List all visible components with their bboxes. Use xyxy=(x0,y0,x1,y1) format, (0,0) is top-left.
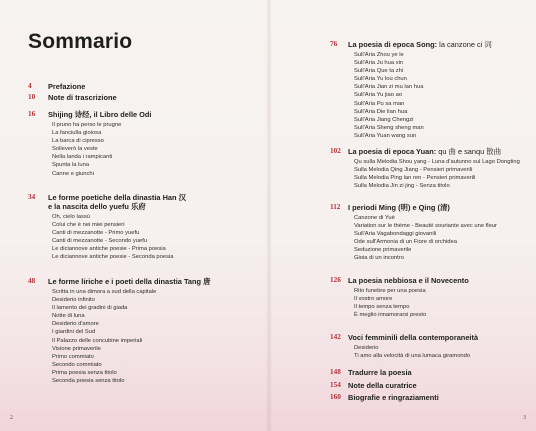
toc-page-number: 142 xyxy=(330,333,341,341)
toc-poem-item: Sulla Melodia Qing Jiang - Pensieri primaverili xyxy=(354,167,473,174)
toc-poem-item: Sull'Aria Sheng sheng man xyxy=(354,124,424,131)
toc-poem-list xyxy=(52,288,156,385)
toc-poem-item: Seconda poesia senza titolo xyxy=(52,378,125,385)
toc-poem-item: Canti di mezzanotte - Secondo yuefu xyxy=(52,238,148,245)
toc-poem-item: Ti amo alla velocità di una lumaca giramondo xyxy=(354,353,471,360)
toc-page-number: 160 xyxy=(330,393,341,401)
toc-chapter-title-text: La poesia di epoca Yuan: xyxy=(348,147,437,156)
toc-poem-item: Sulla Melodia Ping lan ren - Pensieri primaverili xyxy=(354,175,476,182)
toc-poem-item: Sulla Melodia Jin zi jing - Senza titolo xyxy=(354,183,450,190)
toc-chapter-title-text: Note della curatrice xyxy=(348,381,417,390)
toc-chapter-title-text: Note di trascrizione xyxy=(48,93,117,102)
toc-poem-item: La barca di cipresso xyxy=(52,138,104,145)
toc-poem-item: Canzone di Yuè xyxy=(354,215,395,221)
toc-poem-item: Il Palazzo delle concubine imperiali xyxy=(52,337,143,344)
toc-poem-item: Gioia di un incontro xyxy=(354,255,404,262)
toc-chapter-title xyxy=(48,82,85,91)
toc-poem-item: Sull'Aria Yu jiao ao xyxy=(354,92,403,99)
toc-page-number: 148 xyxy=(330,368,341,376)
toc-poem-item: Canne e giunchi xyxy=(52,170,94,177)
right-page-number: 3 xyxy=(523,415,526,421)
toc-poem-item: Sull'Aria Yuan wang sun xyxy=(354,132,417,139)
toc-poem-item: Seduzione primaverile xyxy=(354,247,412,254)
toc-poem-item: Sull'Aria Jiang Chengzi xyxy=(354,116,414,123)
toc-chapter-title xyxy=(348,40,492,49)
toc-poem-item: Prima poesia senza titolo xyxy=(52,369,117,376)
toc-poem-item: La fanciulla gioiosa xyxy=(52,130,102,137)
page-gutter xyxy=(266,0,272,431)
toc-poem-item: Oh, cielo lassù xyxy=(52,214,91,220)
toc-chapter-title-text: Voci femminili della contemporaneità xyxy=(348,333,479,342)
toc-poem-item: Notte di luna xyxy=(52,313,85,320)
toc-poem-item: Desiderio xyxy=(354,345,379,351)
toc-poem-item: Il tempo senza tempo xyxy=(354,304,410,311)
toc-poem-item: Colui che è nei miei pensieri xyxy=(52,222,125,229)
toc-poem-item: Il vostro amore xyxy=(354,296,393,303)
toc-poem-item: Sull'Aria Die lian hua xyxy=(354,108,408,115)
toc-poem-item: Solleverò la veste xyxy=(52,146,98,153)
toc-page-number: 48 xyxy=(28,277,36,285)
page-title: Sommario xyxy=(28,30,133,53)
toc-poem-item: Sull'Aria Pu sa man xyxy=(354,100,405,107)
toc-poem-item: Ode sull'Armonia di un Fiore di orchidea xyxy=(354,239,457,246)
toc-poem-item: Primo commiato xyxy=(52,353,94,360)
toc-poem-item: Variation sur le thème - Beauté souriante avec une fleur xyxy=(354,223,497,230)
toc-chapter-title xyxy=(48,110,151,119)
toc-poem-list xyxy=(52,213,174,262)
toc-poem-item: Sull'Aria Vagabondaggi giovanili xyxy=(354,231,437,238)
toc-poem-item: Il lamento dei gradini di giada xyxy=(52,305,128,312)
toc-chapter-title xyxy=(48,93,117,102)
toc-poem-list xyxy=(354,158,520,190)
toc-poem-item: Desiderio infinito xyxy=(52,297,95,304)
toc-page-number: 16 xyxy=(28,110,36,118)
toc-chapter-title xyxy=(348,276,469,285)
toc-chapter-title xyxy=(348,393,439,402)
toc-chapter-title xyxy=(348,203,450,212)
toc-page-number: 112 xyxy=(330,203,341,211)
toc-chapter-title-text: Biografie e ringraziamenti xyxy=(348,393,439,402)
toc-chapter-title xyxy=(348,147,501,156)
toc-page-number: 76 xyxy=(330,40,338,48)
toc-chapter-title-text: Shijing 诗经, il Libro delle Odi xyxy=(48,110,152,119)
toc-poem-item: Canti di mezzanotte - Primo yuefu xyxy=(52,230,140,237)
toc-chapter-title-text: Prefazione xyxy=(48,82,86,91)
toc-poem-item: Le diciannove antiche poesie - Seconda poesia xyxy=(52,254,174,261)
toc-poem-item: Scritta in una dimora a sud della capitale xyxy=(52,289,157,295)
toc-poem-list xyxy=(52,121,121,178)
toc-chapter-title xyxy=(348,333,478,342)
toc-chapter-title xyxy=(348,381,417,390)
toc-poem-item: Le diciannove antiche poesie - Prima poesia xyxy=(52,246,166,253)
toc-chapter-title-text: Le forme poetiche della dinastia Han 汉 xyxy=(48,193,186,202)
toc-poem-item: Nella landa i rampicanti xyxy=(52,154,113,161)
toc-chapter-title-line2: e la nascita dello yuefu 乐府 xyxy=(48,202,146,211)
toc-poem-item: Sull'Aria Ju hua xin xyxy=(354,60,404,67)
toc-poem-item: Sull'Aria Yu lou chun xyxy=(354,76,407,83)
toc-page-number: 126 xyxy=(330,276,341,284)
toc-poem-item: Qu sulla Melodia Shou yang - Luna d'autunno sul Lago Dongting xyxy=(354,159,520,165)
toc-poem-item: Sull'Aria Zhou ye le xyxy=(354,52,404,58)
toc-poem-item: Secondo commiato xyxy=(52,361,102,368)
toc-poem-item: Il pruno ha perso le prugne xyxy=(52,122,122,128)
toc-poem-item: Sull'Aria Que ta zhi xyxy=(354,68,404,75)
toc-chapter-title-text: Tradurre la poesia xyxy=(348,368,412,377)
toc-poem-item: Sull'Aria Jian zi mu lan hua xyxy=(354,84,424,91)
toc-page-number: 10 xyxy=(28,93,36,101)
toc-poem-item: Desiderio d'amore xyxy=(52,321,99,328)
toc-poem-list xyxy=(354,287,426,319)
toc-chapter-title xyxy=(48,193,186,211)
toc-chapter-title-text: La poesia nebbiosa e il Novecento xyxy=(348,276,469,285)
toc-chapter-subtitle: qu 曲 e sanqu 散曲 xyxy=(436,147,502,156)
toc-poem-item: Rito funebre per una poesia xyxy=(354,288,426,294)
toc-chapter-title-text: Le forme liriche e i poeti della dinastia Tang 唐 xyxy=(48,277,211,286)
toc-page-number: 154 xyxy=(330,381,341,389)
toc-chapter-subtitle: la canzone ci 词 xyxy=(437,40,492,49)
toc-poem-item: I giardini del Sud xyxy=(52,329,96,336)
toc-poem-list xyxy=(354,344,470,360)
toc-poem-list xyxy=(354,214,497,263)
toc-page-number: 34 xyxy=(28,193,36,201)
toc-poem-item: È meglio innamorarsi presto xyxy=(354,312,427,319)
left-page-number: 2 xyxy=(10,415,13,421)
toc-chapter-title xyxy=(348,368,412,377)
toc-chapter-title xyxy=(48,277,211,286)
toc-poem-item: Visione primaverile xyxy=(52,345,101,352)
toc-poem-item: Spunta la luna xyxy=(52,162,90,169)
toc-poem-list xyxy=(354,51,424,140)
toc-page-number: 4 xyxy=(28,82,32,90)
toc-chapter-title-text: I periodi Ming (明) e Qing (清) xyxy=(348,203,450,212)
toc-page-number: 102 xyxy=(330,147,341,155)
toc-chapter-title-text: La poesia di epoca Song: xyxy=(348,40,438,49)
